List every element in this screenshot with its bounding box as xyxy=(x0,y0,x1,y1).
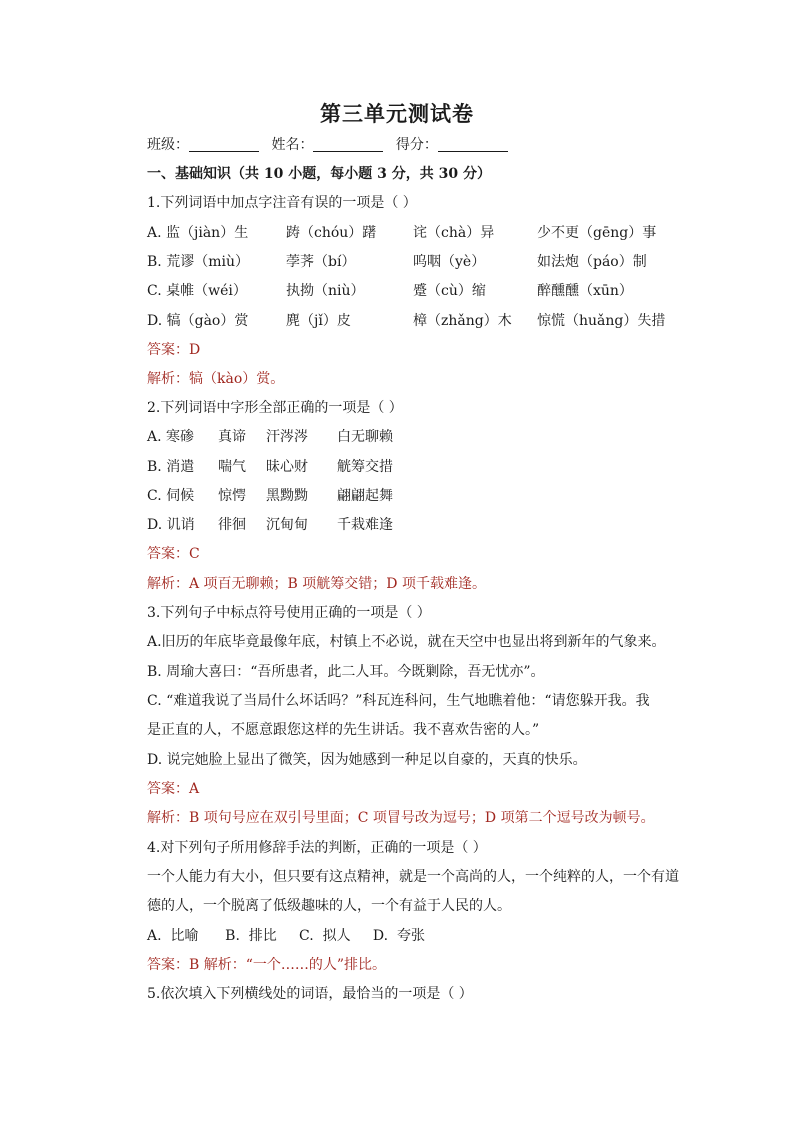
option-cell: 荸荠（bí） xyxy=(286,254,356,270)
q4-passage-line2: 德的人，一个脱离了低级趣味的人，一个有益于人民的人。 xyxy=(147,898,511,914)
score-blank xyxy=(438,137,508,152)
q3-option-c: C. “难道我说了当局什么坏话吗？”科瓦连科问，生气地瞧着他：“请您躲开我。我 xyxy=(147,693,650,709)
option-cell: B. 消遣 xyxy=(147,459,195,475)
q3-option-a: A.旧历的年底毕竟最像年底，村镇上不必说，就在天空中也显出将到新年的气象来。 xyxy=(147,634,666,650)
q2-option-d xyxy=(147,516,747,534)
option-cell: 白无聊赖 xyxy=(337,429,393,445)
option-cell: A. 监（jiàn）生 xyxy=(147,225,249,241)
q1-option-b xyxy=(147,253,747,271)
q4-answer: 答案：B 解析：“一个……的人”排比。 xyxy=(147,957,387,973)
q2-option-b xyxy=(147,458,747,476)
q1-stem: 1.下列词语中加点字注音有误的一项是（ ） xyxy=(147,195,417,211)
option-cell: 踌（chóu）躇 xyxy=(286,225,377,241)
option-cell: B. 荒谬（miù） xyxy=(147,254,249,270)
option-cell: 徘徊 xyxy=(218,517,246,533)
q3-option-b: B. 周瑜大喜曰：“吾所患者，此二人耳。今既剿除，吾无忧亦”。 xyxy=(147,664,545,680)
option-cell: 醉醺醺（xūn） xyxy=(537,283,633,299)
class-blank xyxy=(189,137,259,152)
name-label: 姓名： xyxy=(271,137,314,153)
option-cell: 沉甸甸 xyxy=(266,517,308,533)
option-cell: 翩翩起舞 xyxy=(337,488,393,504)
option-cell: 少不更（gēng）事 xyxy=(537,225,657,241)
student-info-row xyxy=(147,136,508,154)
q3-option-c-cont: 是正直的人，不愿意跟您这样的先生讲话。我不喜欢告密的人。” xyxy=(147,722,540,738)
q3-option-d: D. 说完她脸上显出了微笑，因为她感到一种足以自豪的，天真的快乐。 xyxy=(147,752,587,768)
q1-option-c xyxy=(147,282,747,300)
option-cell: A. 寒碜 xyxy=(147,429,195,445)
option-cell: 真谛 xyxy=(218,429,246,445)
q4-passage-line1: 一个人能力有大小，但只要有这点精神，就是一个高尚的人，一个纯粹的人，一个有道 xyxy=(147,869,679,885)
option-cell: D. 犒（gào）赏 xyxy=(147,313,249,329)
option-cell: 汗涔涔 xyxy=(266,429,308,445)
option-cell: 觥筹交措 xyxy=(337,459,393,475)
option-cell: 蹙（cù）缩 xyxy=(413,283,486,299)
option-cell: D. 讥诮 xyxy=(147,517,195,533)
option-cell: 喘气 xyxy=(218,459,246,475)
option-cell: 麂（jǐ）皮 xyxy=(286,313,351,329)
q3-answer: 答案：A xyxy=(147,781,200,797)
option-cell: C. 桌帷（wéi） xyxy=(147,283,247,299)
option-cell: 千栽难逢 xyxy=(337,517,393,533)
option-cell: C. 伺候 xyxy=(147,488,195,504)
q2-answer: 答案：C xyxy=(147,546,200,562)
q4-options: A. 比喻 B. 排比 C. 拟人 D. 夸张 xyxy=(147,928,425,944)
q1-option-d xyxy=(147,312,747,330)
page-title: 第三单元测试卷 xyxy=(320,101,474,126)
option-cell: 呜咽（yè） xyxy=(413,254,486,270)
q3-stem: 3.下列句子中标点符号使用正确的一项是（ ） xyxy=(147,605,431,621)
option-cell: 昧心财 xyxy=(266,459,308,475)
option-cell: 樟（zhǎng）木 xyxy=(413,313,512,329)
option-cell: 如法炮（páo）制 xyxy=(537,254,647,270)
class-label: 班级： xyxy=(147,137,189,153)
q3-analysis: 解析：B 项句号应在双引号里面；C 项冒号改为逗号；D 项第二个逗号改为顿号。 xyxy=(147,810,655,826)
q1-analysis: 解析：犒（kào）赏。 xyxy=(147,371,285,387)
q1-answer: 答案：D xyxy=(147,342,201,358)
option-cell: 惊慌（huǎng）失措 xyxy=(537,313,666,329)
q2-option-a xyxy=(147,428,747,446)
q2-option-c xyxy=(147,487,747,505)
q1-option-a xyxy=(147,224,747,242)
name-blank xyxy=(313,137,383,152)
option-cell: 诧（chà）异 xyxy=(413,225,495,241)
q2-stem: 2.下列词语中字形全部正确的一项是（ ） xyxy=(147,400,403,416)
q2-analysis: 解析：A 项百无聊赖；B 项觥筹交错；D 项千载难逢。 xyxy=(147,576,486,592)
score-label: 得分： xyxy=(395,137,438,153)
q5-stem: 5.依次填入下列横线处的词语，最恰当的一项是（ ） xyxy=(147,986,473,1002)
q4-stem: 4.对下列句子所用修辞手法的判断，正确的一项是（ ） xyxy=(147,840,487,856)
option-cell: 惊愕 xyxy=(218,488,246,504)
section-heading: 一、基础知识（共 10 小题，每小题 3 分，共 30 分） xyxy=(147,166,491,182)
option-cell: 黑黝黝 xyxy=(266,488,308,504)
option-cell: 执拗（niù） xyxy=(286,283,365,299)
